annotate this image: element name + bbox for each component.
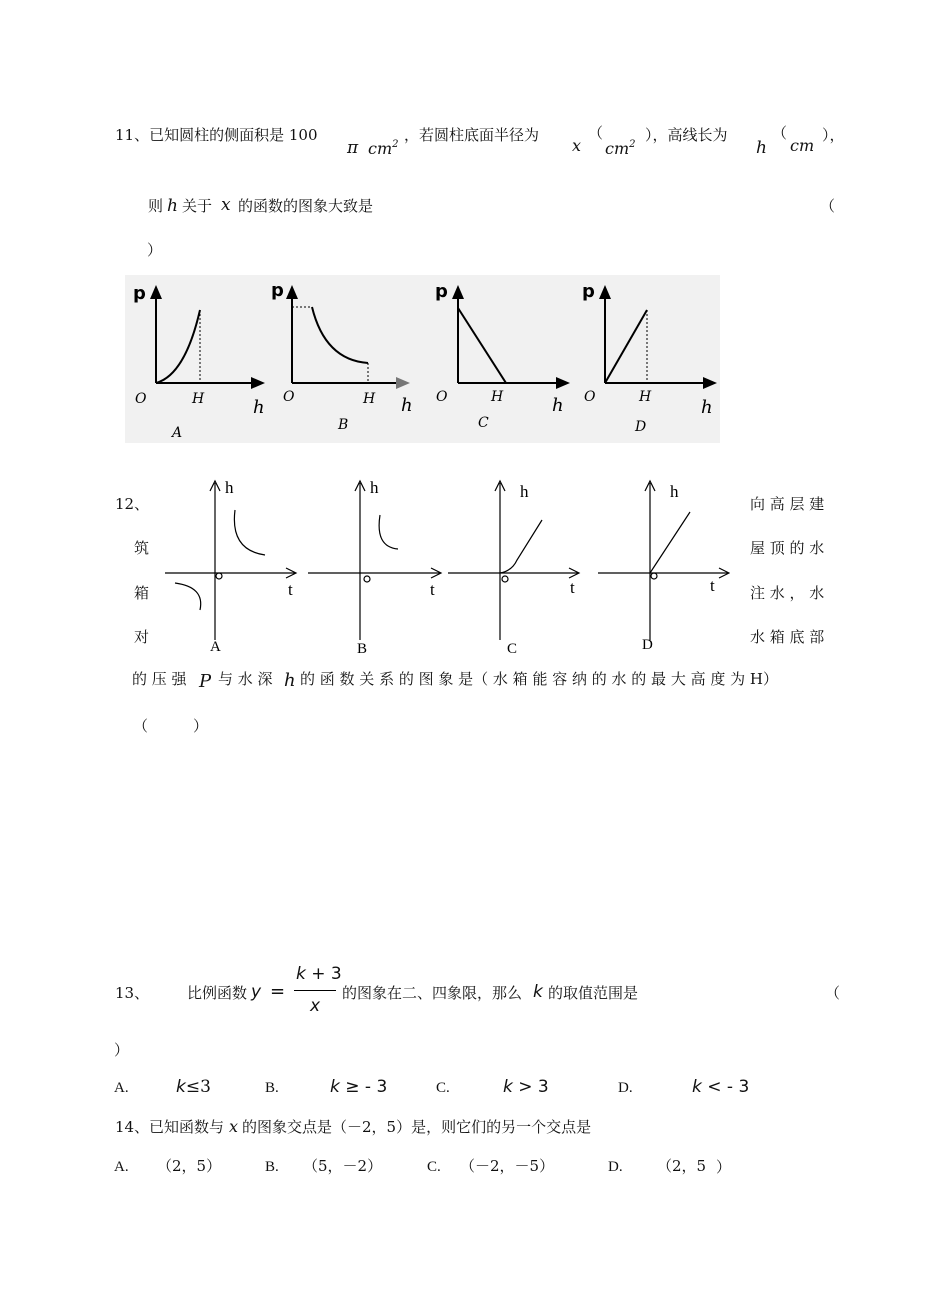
q13-numerator: k + 3: [296, 964, 342, 984]
q12-bottom-c: 的 函 数 关 系 的 图 象 是（ 水 箱 能 容 纳 的 水 的 最 大 高 度 为 H）: [300, 670, 778, 688]
q13-option-c: k > 3: [503, 1077, 549, 1097]
q11-x: x: [572, 136, 582, 155]
q12-right-2: 屋 顶 的 水: [750, 539, 825, 557]
q12-graph-c-t: t: [570, 578, 575, 597]
q14-option-c-letter: C.: [427, 1159, 441, 1175]
q12-graph-b-h: h: [370, 478, 379, 497]
q11-h: h: [756, 138, 767, 158]
q11-graph-b-H: H: [363, 391, 376, 407]
q11-cm2: $cm^2$: [605, 139, 636, 158]
q11-graph-c-h: h: [552, 395, 564, 416]
q13-text2: 的图象在二、四象限，那么: [342, 984, 523, 1002]
q11-cm-unit: $cm^2$: [368, 139, 399, 158]
q11-text2: ，若圆柱底面半径为: [404, 126, 540, 144]
q13-option-c-letter: C.: [436, 1080, 450, 1096]
q12-graph-a-h: h: [225, 478, 234, 497]
q14-option-c: （－2，－5）: [460, 1157, 555, 1175]
q11-line2a: 则: [148, 197, 164, 215]
q12-right-3: 注 水 ， 水: [750, 584, 825, 602]
q12-bottom-a: 的 压 强: [132, 670, 187, 688]
q14-text2: 的图象交点是（－2，5）是，则它们的另一个交点是: [242, 1118, 592, 1136]
q11-paren-close: ）: [147, 241, 163, 259]
q11-graph-c-p: p: [435, 281, 448, 302]
q11-graph-a-p: p: [133, 283, 146, 304]
q12-P: P: [199, 671, 212, 692]
q14-x: x: [229, 1117, 239, 1136]
q13-fraction-bar: [294, 990, 336, 991]
q12-number: 12、: [115, 495, 150, 513]
q12-right-4: 水 箱 底 部: [750, 628, 825, 646]
q13-option-b-letter: B.: [265, 1080, 279, 1096]
q13-option-d-letter: D.: [618, 1080, 633, 1096]
q11-paren-open: （: [820, 197, 836, 215]
q12-graph-d-h: h: [670, 482, 679, 501]
q14-number: 14、: [115, 1118, 150, 1136]
q13-paren-open: （: [825, 984, 841, 1002]
q11-graph-a-origin: O: [135, 391, 147, 407]
q11-x2: x: [221, 195, 231, 215]
q13-text3: 的取值范围是: [548, 984, 639, 1002]
q11-graph-c-label: C: [478, 415, 489, 431]
q12-graph-b-t: t: [430, 580, 435, 599]
q14-option-b-letter: B.: [265, 1159, 279, 1175]
q11-line1: [115, 128, 318, 143]
q12-h: h: [284, 670, 296, 691]
q12-graph-a-label: A: [210, 639, 221, 655]
q11-cm3: cm: [790, 136, 815, 155]
q11-graph-b-p: p: [271, 280, 284, 301]
q11-graph-d-origin: O: [584, 389, 596, 405]
q13-eq: =: [270, 981, 286, 1002]
q11-text1: 已知圆柱的侧面积是 100: [149, 126, 318, 144]
q12-graph-c-h: h: [520, 482, 529, 501]
q13-k: k: [533, 982, 543, 1002]
q14-trailing-paren: ）: [716, 1158, 732, 1176]
q14-option-a: （2，5）: [157, 1157, 222, 1175]
q14-option-a-letter: A.: [114, 1159, 129, 1175]
q14-option-d: （2，5: [657, 1157, 707, 1175]
q12-graph-b-label: B: [357, 641, 368, 657]
q13-paren-close: ）: [114, 1041, 130, 1059]
q11-rparen2: ），: [822, 126, 845, 144]
q12-left-3: 对: [134, 628, 150, 646]
q11-graphs: [125, 275, 720, 443]
q13-y: y: [251, 982, 262, 1002]
q11-graph-d-h: h: [701, 397, 713, 418]
q11-lparen2: （: [772, 124, 788, 142]
q12-graph-c-label: C: [507, 641, 518, 657]
q13-option-d: k < - 3: [692, 1077, 750, 1097]
q13-number: 13、: [115, 984, 150, 1002]
q11-graph-d-p: p: [582, 281, 595, 302]
q11-graph-a-h: h: [253, 397, 265, 418]
q12-answer: （ ）: [133, 717, 209, 735]
q11-graph-d-label: D: [635, 419, 647, 435]
q12-bottom-b: 与 水 深: [218, 670, 273, 688]
q12-graphs: [160, 475, 730, 660]
q11-graph-c-H: H: [491, 389, 504, 405]
q11-pi: π: [347, 138, 359, 158]
q12-right-1: 向 高 层 建: [750, 495, 825, 513]
q13-option-a: k≤3: [176, 1077, 211, 1097]
q14-option-d-letter: D.: [608, 1159, 623, 1175]
q13-option-a-letter: A.: [114, 1080, 129, 1096]
q11-graph-c-origin: O: [436, 389, 448, 405]
q13-option-b: k ≥ - 3: [330, 1077, 388, 1097]
q14-text1: 已知函数与: [149, 1118, 225, 1136]
q11-line2c: 的函数的图象大致是: [238, 197, 374, 215]
q14-option-b: （5，－2）: [303, 1157, 383, 1175]
q12-left-2: 箱: [134, 584, 150, 602]
q11-line2b: 关于: [182, 197, 213, 215]
q12-graph-a-t: t: [288, 580, 293, 599]
q13-text1: 比例函数: [187, 984, 248, 1002]
q12-left-1: 筑: [134, 539, 150, 557]
q11-graph-a-label: A: [172, 425, 183, 441]
q11-graph-b-origin: O: [283, 389, 295, 405]
q11-lparen: （: [588, 124, 604, 142]
q11-number: 11、: [115, 126, 150, 144]
q12-graph-d-t: t: [710, 576, 715, 595]
q11-h2: h: [167, 196, 178, 216]
q11-graph-d-H: H: [639, 389, 652, 405]
q13-denominator: x: [310, 996, 321, 1016]
q12-graph-d-label: D: [642, 637, 653, 653]
q11-graph-b-h: h: [401, 395, 413, 416]
q11-graph-a-H: H: [192, 391, 205, 407]
q11-graph-b-label: B: [338, 417, 349, 433]
q11-text3: ），高线长为: [645, 126, 728, 144]
